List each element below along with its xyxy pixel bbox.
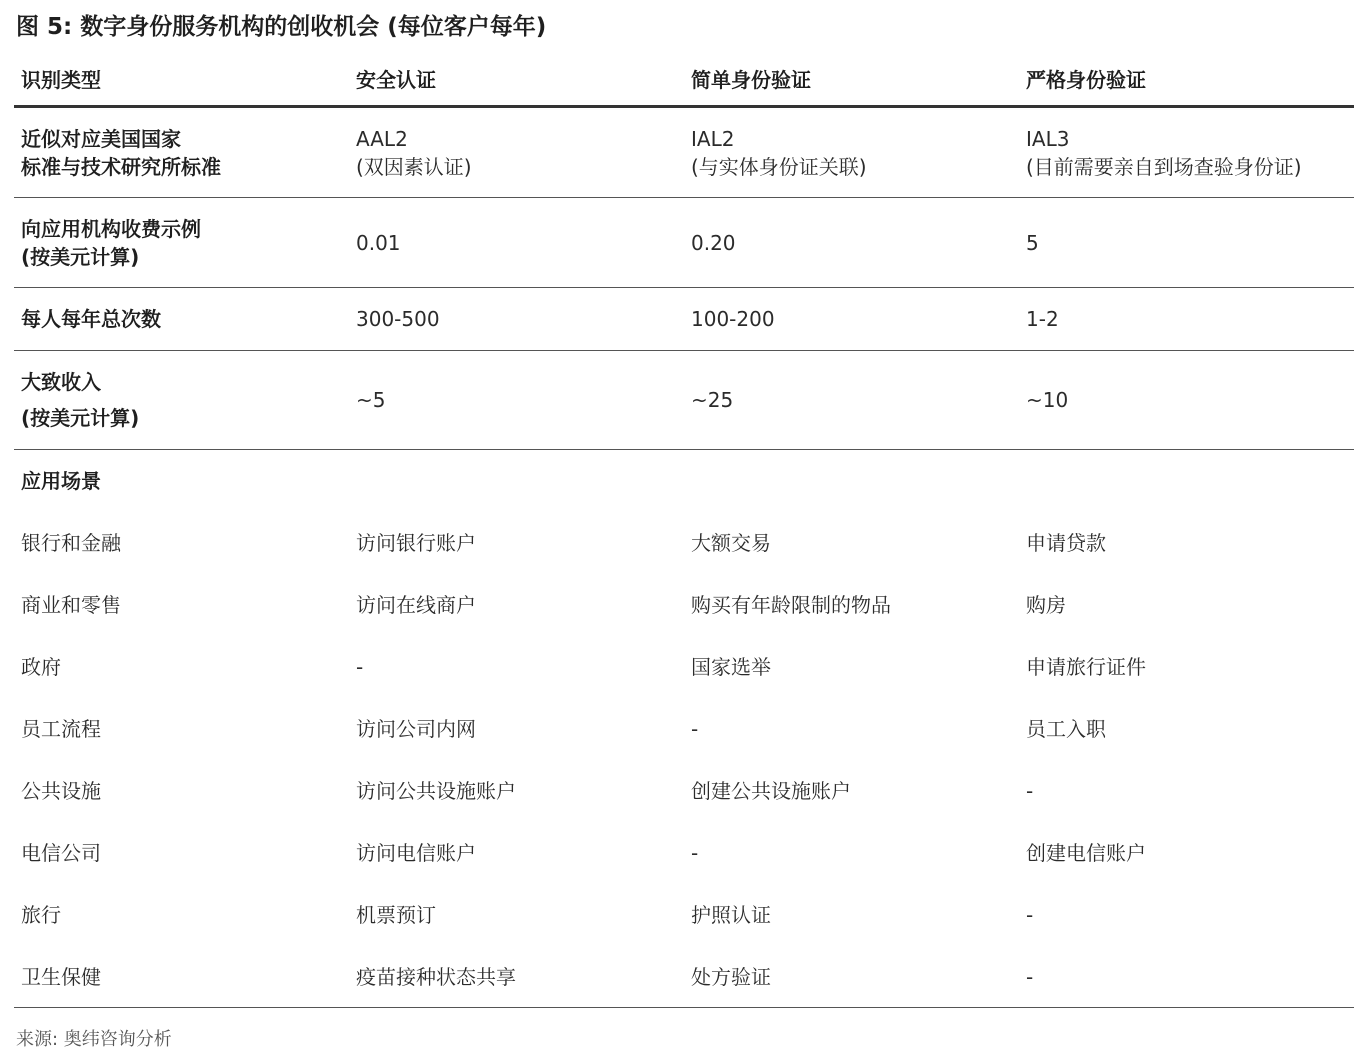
scenario-cell-strict: 创建电信账户 — [1026, 841, 1146, 865]
row-label-line: 向应用机构收费示例 — [21, 216, 201, 241]
scenario-cell-simple: 国家选举 — [691, 655, 771, 679]
cell-line: (目前需要亲自到场查验身份证) — [1026, 154, 1302, 179]
header-strict-verification: 严格身份验证 — [1026, 68, 1146, 92]
section-label: 应用场景 — [21, 469, 101, 493]
table-row — [14, 108, 1354, 198]
scenario-cell-secure: 访问公共设施账户 — [356, 779, 516, 803]
scenario-cell-simple: 护照认证 — [691, 903, 771, 927]
section-header-row — [14, 450, 1354, 512]
scenario-cell-strict: - — [1026, 964, 1034, 989]
table-row — [14, 760, 1354, 822]
cell-fee-strict: 5 — [1026, 230, 1039, 255]
scenario-cell-strict: 购房 — [1026, 593, 1066, 617]
table-row — [14, 198, 1354, 288]
scenario-cell-secure: 访问在线商户 — [356, 593, 476, 617]
scenario-label: 公共设施 — [21, 779, 101, 803]
cell-revenue-simple: ~25 — [691, 388, 734, 412]
scenario-cell-simple: 购买有年龄限制的物品 — [691, 593, 891, 617]
cell-line: (双因素认证) — [356, 154, 472, 179]
scenario-label: 商业和零售 — [21, 593, 121, 617]
row-label-line: (按美元计算) — [21, 244, 140, 269]
cell-line: AAL2 — [356, 126, 408, 151]
table-row — [14, 574, 1354, 636]
cell-line: (与实体身份证关联) — [691, 154, 867, 179]
cell-fee-secure: 0.01 — [356, 230, 401, 255]
scenario-cell-simple: 创建公共设施账户 — [691, 779, 851, 803]
table-row — [14, 884, 1354, 946]
scenario-cell-secure: 疫苗接种状态共享 — [356, 964, 516, 989]
cell-nist-strict — [1019, 125, 1354, 181]
scenario-cell-secure: 机票预订 — [356, 903, 436, 927]
scenario-cell-strict: - — [1026, 903, 1034, 927]
cell-line: IAL3 — [1026, 126, 1070, 151]
scenario-cell-strict: 申请贷款 — [1026, 531, 1106, 555]
row-label-line: 标准与技术研究所标准 — [21, 154, 221, 179]
revenue-table — [14, 55, 1354, 1008]
table-row — [14, 636, 1354, 698]
row-label-fee — [14, 215, 349, 271]
header-secure-auth: 安全认证 — [356, 68, 436, 92]
scenario-cell-strict: 员工入职 — [1026, 717, 1106, 741]
cell-fee-simple: 0.20 — [691, 230, 736, 255]
table-header-row — [14, 55, 1354, 108]
scenario-cell-secure: 访问公司内网 — [356, 717, 476, 741]
table-row — [14, 512, 1354, 574]
cell-count-secure: 300-500 — [356, 307, 440, 331]
row-label-line: 近似对应美国国家 — [21, 126, 181, 151]
scenario-label: 员工流程 — [21, 717, 101, 741]
cell-revenue-strict: ~10 — [1026, 388, 1069, 412]
row-label-nist — [14, 125, 349, 181]
row-label-line: 大致收入 — [21, 370, 101, 394]
scenario-cell-simple: 大额交易 — [691, 531, 771, 555]
table-row — [14, 822, 1354, 884]
header-simple-verification: 简单身份验证 — [691, 68, 811, 92]
table-row — [14, 351, 1354, 450]
scenario-label: 电信公司 — [21, 841, 101, 865]
scenario-label: 旅行 — [21, 903, 61, 927]
cell-nist-secure — [349, 125, 684, 181]
cell-nist-simple — [684, 125, 1019, 181]
table-row — [14, 698, 1354, 760]
scenario-cell-strict: - — [1026, 779, 1034, 803]
scenario-cell-secure: 访问银行账户 — [356, 531, 476, 555]
scenario-cell-secure: 访问电信账户 — [356, 841, 476, 865]
scenario-cell-secure: - — [356, 655, 364, 679]
page-title: 图 5: 数字身份服务机构的创收机会 (每位客户每年) — [16, 14, 547, 40]
source-note: 来源: 奥纬咨询分析 — [16, 1029, 172, 1050]
scenario-label: 银行和金融 — [21, 531, 121, 555]
table-row — [14, 288, 1354, 351]
scenario-cell-simple: - — [691, 841, 699, 865]
header-id-type: 识别类型 — [21, 68, 101, 92]
row-label-revenue — [14, 364, 349, 436]
table-row — [14, 946, 1354, 1008]
scenario-label: 卫生保健 — [21, 964, 101, 989]
cell-count-strict: 1-2 — [1026, 307, 1059, 331]
cell-count-simple: 100-200 — [691, 307, 775, 331]
cell-revenue-secure: ~5 — [356, 388, 386, 412]
scenario-cell-simple: - — [691, 717, 699, 741]
row-label-count: 每人每年总次数 — [21, 307, 161, 331]
scenario-cell-strict: 申请旅行证件 — [1026, 655, 1146, 679]
scenario-label: 政府 — [21, 655, 61, 679]
row-label-line: (按美元计算) — [21, 406, 140, 430]
cell-line: IAL2 — [691, 126, 735, 151]
scenario-cell-simple: 处方验证 — [691, 964, 771, 989]
